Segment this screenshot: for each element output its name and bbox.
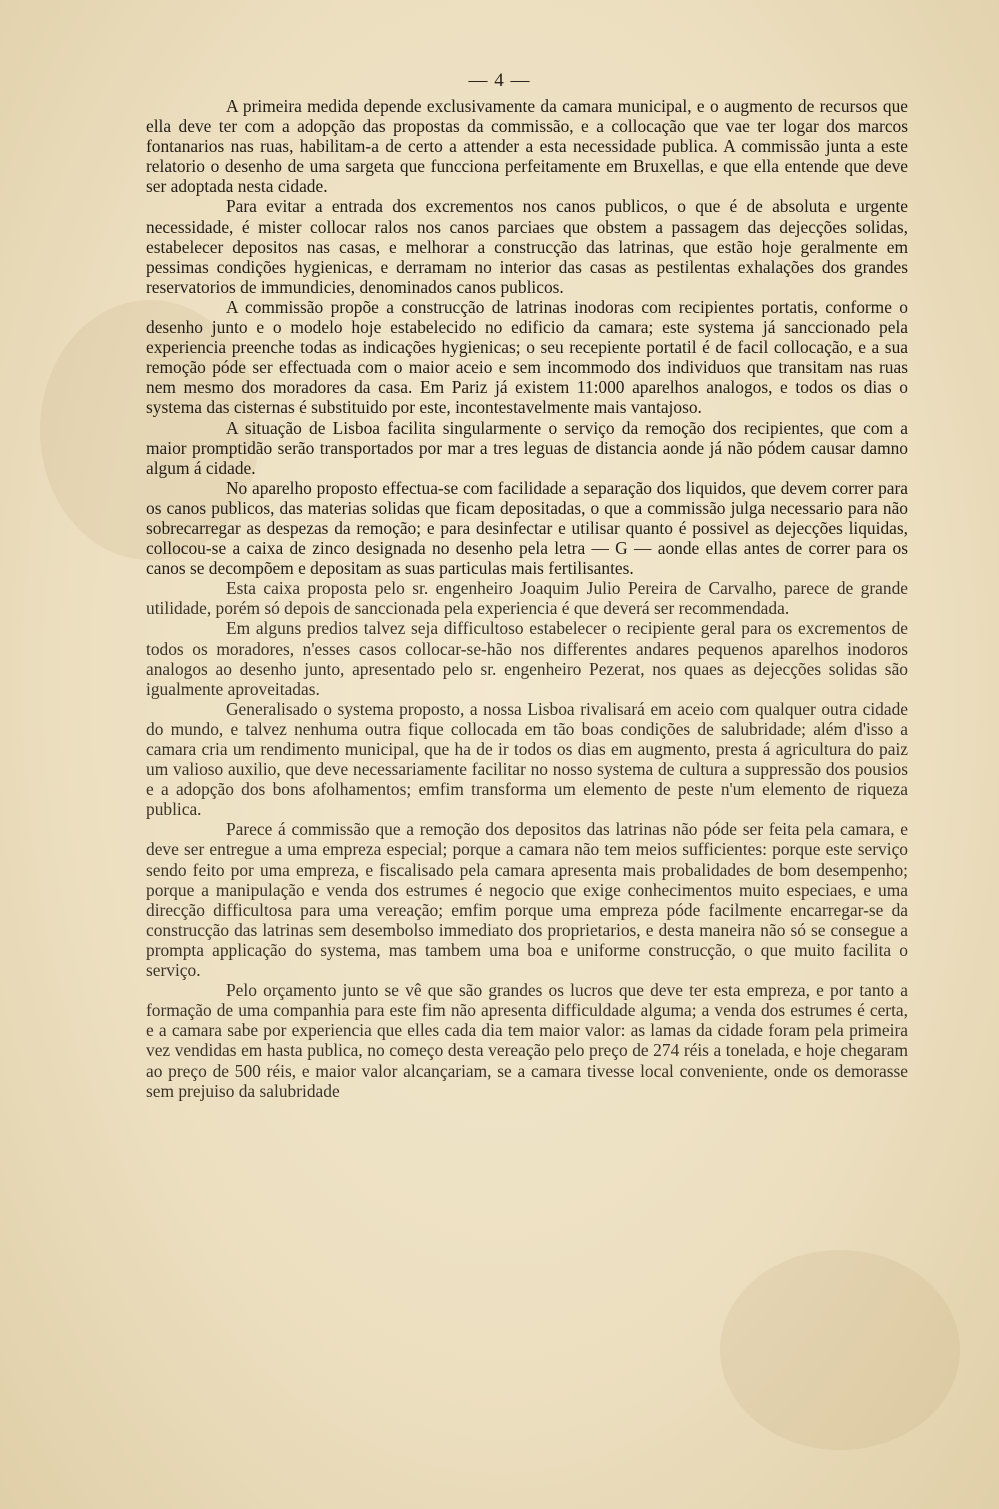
paragraph: A commissão propõe a construcção de latrinas inodoras com recipientes portatis, conforme o desenho junto e o modelo hoje estabelecido no edificio da camara; este systema já sanccionado pela experiencia preenche todas as indicações hygienicas; o seu recepiente portatil é de facil collocação, e a sua remoção póde ser effectuada com o maior aceio e sem incommodo dos individuos que transitam nas ruas nem mesmo dos moradores da casa. Em Pariz já existem 11:000 aparelhos analogos, e todos os dias o systema das cisternas é substituido por este, incontestavelmente mais vantajoso. (146, 296, 908, 418)
paper-stain (720, 1250, 960, 1450)
paragraph: Em alguns predios talvez seja difficultoso estabelecer o recipiente geral para os excrementos de todos os moradores, n'esses casos collocar-se-hão nos differentes andares pequenos aparelhos inodoros analogos ao desenho junto, apresentado pelo sr. engenheiro Pezerat, nos quaes as dejecções solidas são igualmente aproveitadas. (146, 618, 908, 699)
paragraph: Generalisado o systema proposto, a nossa Lisboa rivalisará em aceio com qualquer outra cidade do mundo, e talvez nenhuma outra fique collocada em tão boas condições de salubridade; além d'isso a camara cria um rendimento municipal, que ha de ir todos os dias em augmento, presta á agricultura do paiz um valioso auxilio, que deve necessariamente facilitar no nosso systema de cultura a suppressão dos pousios e a adopção dos bons afolhamentos; emfim transforma um elemento de peste n'um elemento de riqueza publica. (146, 698, 908, 820)
paragraph: A primeira medida depende exclusivamente da camara municipal, e o augmento de recursos que ella deve ter com a adopção das propostas da commissão, e a collocação que vae ter logar dos marcos fontanarios nas ruas, habilitam-a de certo a attender a esta necessidade publica. A commissão junta a este relatorio o desenho de uma sargeta que funcciona perfeitamente em Bruxellas, e que ella entende que deve ser adoptada nesta cidade. (146, 96, 908, 197)
paragraph: Pelo orçamento junto se vê que são grandes os lucros que deve ter esta empreza, e por tanto a formação de uma companhia para este fim não apresenta difficuldade alguma; a venda dos estrumes é certa, e a camara sabe por experiencia que elles cada dia tem maior valor: as lamas da cidade foram pela primeira vez vendidas em hasta publica, no começo desta vereação pelo preço de 274 réis a tonelada, e hoje chegaram ao preço de 500 réis, e maior valor alcançariam, se a camara tivesse local conveniente, onde os demorasse sem prejuiso da salubridade (146, 980, 908, 1101)
paragraph: No aparelho proposto effectua-se com facilidade a separação dos liquidos, que devem correr para os canos publicos, das materias solidas que ficam depositadas, o que a commissão julga necessario para não sobrecarregar as despezas da remoção; e para desinfectar e utilisar quanto é possivel as dejecções liquidas, collocou-se a caixa de zinco designada no desenho pela letra — G — aonde ellas antes de correr para os canos se decompõem e depositam as suas particulas mais fertilisantes. (146, 477, 908, 579)
paragraph: Para evitar a entrada dos excrementos nos canos publicos, o que é de absoluta e urgente necessidade, é mister collocar ralos nos canos parciaes que obstem a passagem das dejecções solidas, estabelecer depositos nas casas, e melhorar a construcção das latrinas, que estão hoje geralmente em pessimas condições hygienicas, e derramam no interior das casas as pestilentas exhalações dos grandes reservatorios de immundicies, denominados canos publicos. (146, 196, 908, 297)
paragraph: A situação de Lisboa facilita singularmente o serviço da remoção dos recipientes, que com a maior promptidão serão transportados por mar a tres leguas de distancia aonde já não pódem causar damno algum á cidade. (146, 417, 908, 478)
body-text (146, 96, 908, 1101)
paragraph: Parece á commissão que a remoção dos depositos das latrinas não póde ser feita pela camara, e deve ser entregue a uma empreza especial; porque a camara não tem meios sufficientes: porque este serviço sendo feito por uma empreza, e fiscalisado pela camara apresenta mais probalidades de bom desempenho; porque a manipulação e venda dos estrumes é negocio que exige conhecimentos muito especiaes, e uma direcção difficultosa para uma vereação; emfim porque uma empreza póde facilmente encarregar-se da construcção das latrinas sem desembolso immediato dos proprietarios, e desta maneira não só se consegue a promptа applicação do systema, mas tambem uma boa e uniforme construcção, o que muito facilita o serviço. (146, 819, 908, 981)
paragraph: Esta caixa proposta pelo sr. engenheiro Joaquim Julio Pereira de Carvalho, parece de grande utilidade, porém só depois de sanccionada pela experiencia é que deverá ser recommendada. (146, 578, 908, 619)
page-number: — 4 — (468, 70, 531, 91)
